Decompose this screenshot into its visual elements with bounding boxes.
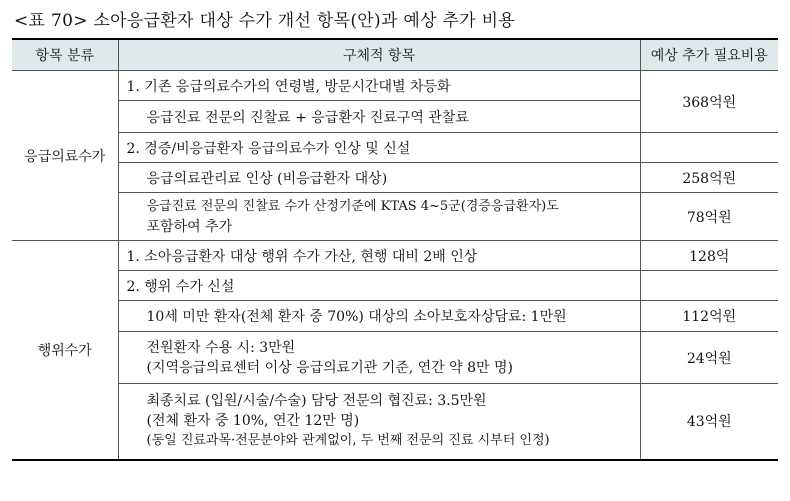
cost-cell (640, 271, 778, 301)
cost-cell: 128억 (640, 241, 778, 271)
table-row (12, 332, 778, 384)
item-line: 응급진료 전문의 진찰료 수가 산정기준에 KTAS 4~5군(경증응급환자)도 (146, 198, 559, 214)
cost-cell: 368억원 (640, 71, 778, 133)
cost-cell: 43억원 (640, 384, 778, 460)
item-line: (전체 환자 중 10%, 연간 12만 명) (146, 413, 360, 430)
item-cell (118, 332, 640, 384)
table-row (12, 71, 778, 101)
category-cell: 응급의료수가 (12, 71, 118, 241)
item-line: 전원환자 수용 시: 3만원 (146, 339, 296, 356)
item-line: (동일 진료과목·전문분야와 관계없이, 두 번째 전문의 진료 시부터 인정) (146, 433, 550, 449)
table-row (12, 133, 778, 163)
header-detail: 구체적 항목 (118, 39, 640, 71)
cost-cell: 112억원 (640, 301, 778, 332)
item-cell: 2. 행위 수가 신설 (118, 271, 640, 301)
table-row (12, 193, 778, 241)
category-cell: 행위수가 (12, 241, 118, 460)
item-cell: 10세 미만 환자(전체 환자 중 70%) 대상의 소아보호자상담료: 1만원 (118, 301, 640, 332)
cost-cell: 24억원 (640, 332, 778, 384)
item-line: (지역응급의료센터 이상 응급의료기관 기준, 연간 약 8만 명) (146, 359, 513, 376)
cost-cell: 78억원 (640, 193, 778, 241)
item-line: 최종치료 (입원/시술/수술) 담당 전문의 협진료: 3.5만원 (146, 393, 487, 410)
item-cell: 1. 기존 응급의료수가의 연령별, 방문시간대별 차등화 (118, 71, 640, 101)
header-row (12, 39, 778, 71)
item-line: 포함하여 추가 (146, 218, 233, 235)
table-row (12, 301, 778, 332)
cost-cell: 258억원 (640, 163, 778, 193)
table-row (12, 384, 778, 460)
item-cell (118, 384, 640, 460)
item-cell: 응급의료관리료 인상 (비응급환자 대상) (118, 163, 640, 193)
table-row (12, 271, 778, 301)
table-row (12, 241, 778, 271)
header-cost: 예상 추가 필요비용 (640, 39, 778, 71)
header-category: 항목 분류 (12, 39, 118, 71)
item-cell: 2. 경증/비응급환자 응급의료수가 인상 및 신설 (118, 133, 640, 163)
table-title: <표 70> 소아응급환자 대상 수가 개선 항목(안)과 예상 추가 비용 (14, 11, 516, 31)
item-cell (118, 193, 640, 241)
cost-table (12, 38, 778, 461)
cost-cell (640, 133, 778, 163)
table-row (12, 163, 778, 193)
item-cell: 응급진료 전문의 진찰료 + 응급환자 진료구역 관찰료 (118, 101, 640, 133)
item-cell: 1. 소아응급환자 대상 행위 수가 가산, 현행 대비 2배 인상 (118, 241, 640, 271)
